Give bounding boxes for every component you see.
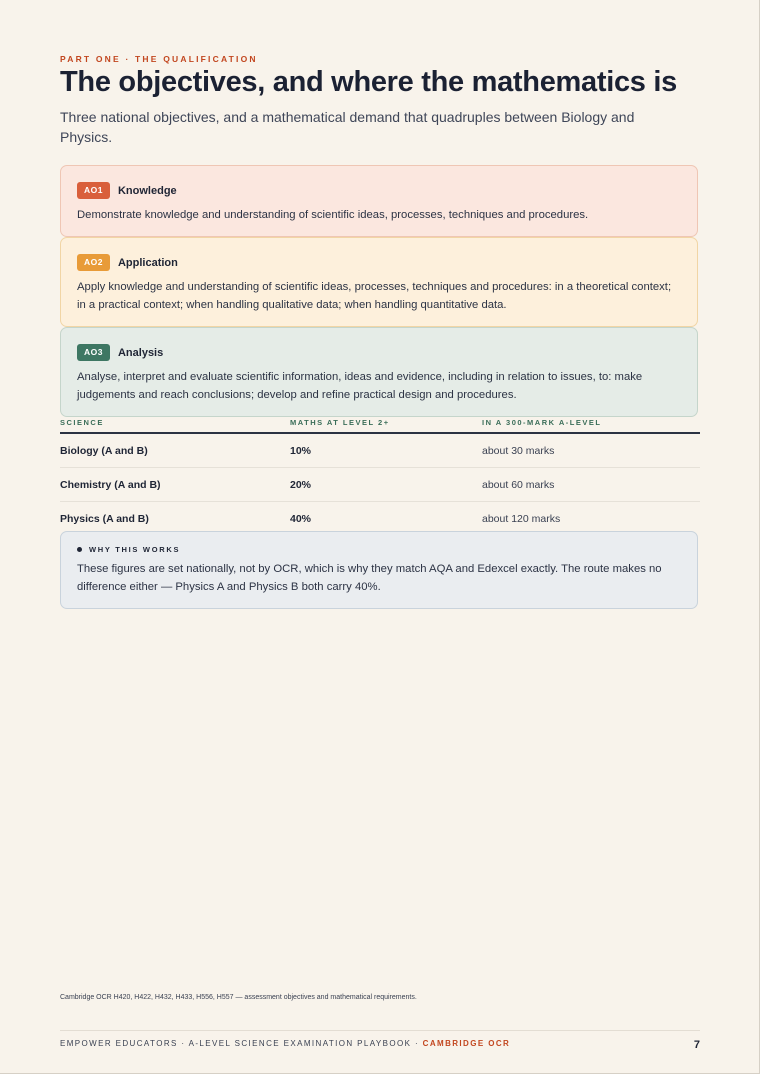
footer-text: EMPOWER EDUCATORS · A-LEVEL SCIENCE EXAMINATION PLAYBOOK · bbox=[60, 1039, 423, 1048]
table-header-row bbox=[60, 412, 700, 434]
cell-marks: about 60 marks bbox=[482, 479, 555, 491]
objective-card-ao1 bbox=[60, 165, 698, 237]
objective-card-ao2 bbox=[60, 237, 698, 327]
objective-description: Demonstrate knowledge and understanding of scientific ideas, processes, techniques and procedures. bbox=[77, 209, 589, 221]
objective-header bbox=[77, 181, 681, 200]
column-header-maths: MATHS AT LEVEL 2+ bbox=[290, 418, 390, 427]
objective-title: Application bbox=[117, 256, 178, 269]
bullet-dot-icon bbox=[77, 547, 82, 552]
cell-science: Physics (A and B) bbox=[60, 513, 149, 525]
section-eyebrow: PART ONE · THE QUALIFICATION bbox=[60, 54, 258, 64]
objective-badge: AO1 bbox=[77, 182, 110, 199]
objective-card-ao3 bbox=[60, 327, 698, 417]
callout-text: These figures are set nationally, not by OCR, which is why they match AQA and Edexcel exactly. The route makes no difference either — Physics A and Physics B both carry 40%. bbox=[77, 563, 662, 593]
cell-marks: about 120 marks bbox=[482, 513, 561, 525]
objective-header bbox=[77, 343, 681, 362]
page-number: 7 bbox=[693, 1039, 700, 1051]
cell-maths: 20% bbox=[290, 479, 312, 491]
objective-description: Analyse, interpret and evaluate scientific information, ideas and evidence, including in relation to issues, to: make judgements and reach conclusions; develop and refine practical design and procedures. bbox=[77, 371, 643, 401]
cell-maths: 40% bbox=[290, 513, 312, 525]
cell-maths: 10% bbox=[290, 445, 312, 457]
cell-science: Chemistry (A and B) bbox=[60, 479, 161, 491]
objective-badge: AO2 bbox=[77, 254, 110, 271]
page-subtitle: Three national objectives, and a mathematical demand that quadruples between Biology and Physics. bbox=[60, 109, 635, 145]
callout-header bbox=[77, 545, 681, 554]
footer-brand: CAMBRIDGE OCR bbox=[422, 1039, 511, 1048]
cell-marks: about 30 marks bbox=[482, 445, 555, 457]
objective-title: Analysis bbox=[117, 346, 164, 359]
page-footer bbox=[60, 1039, 700, 1051]
objective-badge: AO3 bbox=[77, 344, 110, 361]
column-header-science: SCIENCE bbox=[60, 418, 104, 427]
maths-requirements-table bbox=[60, 412, 700, 535]
footer-divider bbox=[60, 1030, 700, 1031]
callout-heading: WHY THIS WORKS bbox=[89, 545, 181, 554]
objective-header bbox=[77, 253, 681, 272]
objective-description: Apply knowledge and understanding of scientific ideas, processes, techniques and procedures: in a theoretical context; in a practical context; when handling qualitative data; when handling quantitative data. bbox=[77, 281, 672, 311]
objective-title: Knowledge bbox=[117, 184, 177, 197]
table-row bbox=[60, 468, 700, 502]
page-title: The objectives, and where the mathematics is bbox=[60, 66, 677, 98]
why-this-works-callout bbox=[60, 531, 698, 609]
cell-science: Biology (A and B) bbox=[60, 445, 148, 457]
table-row bbox=[60, 434, 700, 468]
column-header-marks: IN A 300-MARK A-LEVEL bbox=[482, 418, 602, 427]
source-citation: Cambridge OCR H420, H422, H432, H433, H556, H557 — assessment objectives and mathematical requirements. bbox=[60, 994, 417, 1001]
